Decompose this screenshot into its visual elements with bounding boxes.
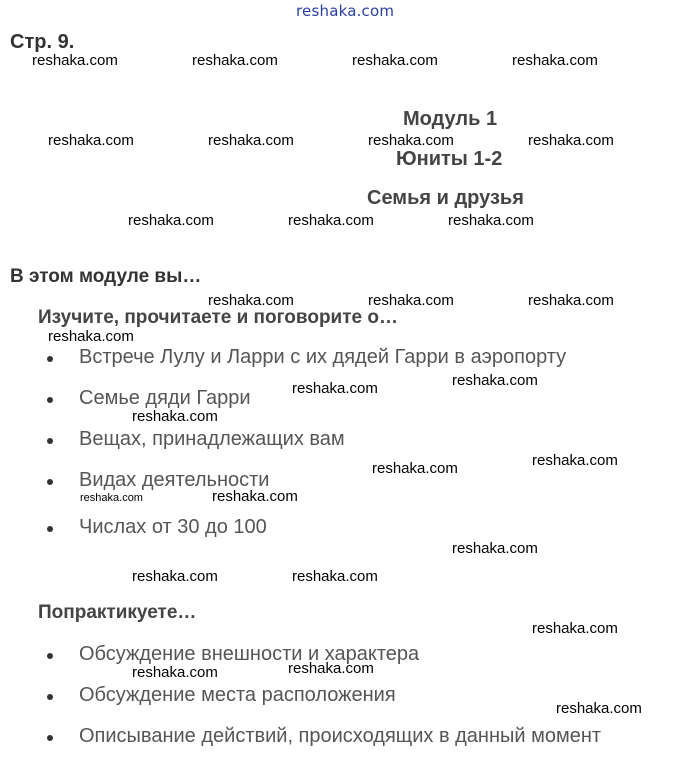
bullet-icon — [47, 694, 53, 700]
learn-heading: Изучите, прочитаете и поговорите о… — [38, 307, 398, 328]
watermark: reshaka.com — [208, 132, 294, 149]
watermark: reshaka.com — [132, 408, 218, 425]
watermark: reshaka.com — [292, 380, 378, 397]
watermark: reshaka.com — [48, 132, 134, 149]
watermark: reshaka.com — [528, 132, 614, 149]
watermark: reshaka.com — [192, 52, 278, 69]
watermark: reshaka.com — [532, 452, 618, 469]
list-item-text: Числах от 30 до 100 — [79, 516, 267, 538]
watermark: reshaka.com — [208, 292, 294, 309]
bullet-icon — [47, 653, 53, 659]
watermark: reshaka.com — [512, 52, 598, 69]
bullet-icon — [47, 735, 53, 741]
list-item-text: Описывание действий, происходящих в данный момент — [79, 725, 602, 747]
watermark: reshaka.com — [212, 488, 298, 505]
watermark: reshaka.com — [292, 568, 378, 585]
watermark: reshaka.com — [32, 52, 118, 69]
watermark: reshaka.com — [528, 292, 614, 309]
watermark: reshaka.com — [132, 568, 218, 585]
watermark: reshaka.com — [448, 212, 534, 229]
watermark: reshaka.com — [288, 660, 374, 677]
module-topic: Семья и друзья — [367, 187, 524, 209]
watermark: reshaka.com — [80, 492, 143, 504]
list-item-text: Обсуждение места расположения — [79, 684, 396, 706]
page-number: Стр. 9. — [10, 31, 75, 53]
list-item-text: Видах деятельности — [79, 469, 270, 491]
intro-heading: В этом модуле вы… — [10, 266, 202, 287]
watermark: reshaka.com — [48, 328, 134, 345]
bullet-icon — [47, 479, 53, 485]
watermark: reshaka.com — [532, 620, 618, 637]
watermark: reshaka.com — [288, 212, 374, 229]
watermark: reshaka.com — [352, 52, 438, 69]
watermark: reshaka.com — [132, 664, 218, 681]
list-item-text: Вещах, принадлежащих вам — [79, 428, 345, 450]
site-header: reshaka.com — [296, 2, 395, 20]
watermark: reshaka.com — [128, 212, 214, 229]
list-item-text: Встрече Лулу и Ларри с их дядей Гарри в аэропорту — [79, 346, 567, 368]
list-item-text: Семье дяди Гарри — [79, 387, 251, 409]
watermark: reshaka.com — [556, 700, 642, 717]
watermark: reshaka.com — [452, 372, 538, 389]
watermark: reshaka.com — [372, 460, 458, 477]
bullet-icon — [47, 356, 53, 362]
module-units: Юниты 1-2 — [396, 148, 503, 170]
list-item-text: Обсуждение внешности и характера — [79, 643, 420, 665]
watermark: reshaka.com — [368, 292, 454, 309]
module-title: Модуль 1 — [403, 108, 498, 130]
bullet-icon — [47, 397, 53, 403]
bullet-icon — [47, 438, 53, 444]
watermark: reshaka.com — [368, 132, 454, 149]
bullet-icon — [47, 526, 53, 532]
watermark: reshaka.com — [452, 540, 538, 557]
practice-heading: Попрактикуете… — [38, 602, 197, 623]
